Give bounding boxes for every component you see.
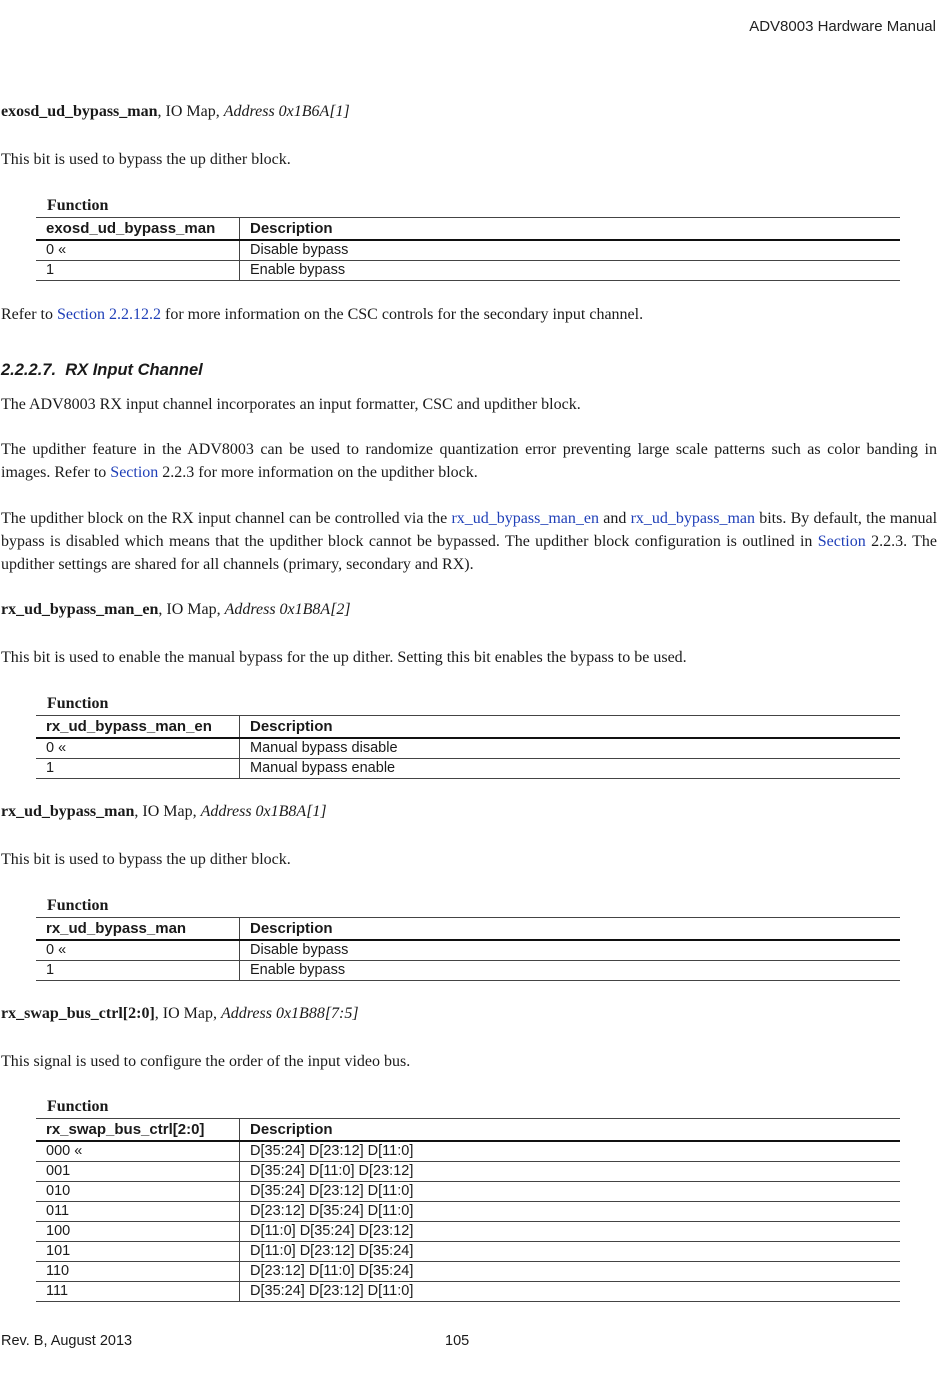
section-link[interactable]: Section <box>817 533 866 550</box>
table-row <box>36 1202 900 1222</box>
value-cell: 110 <box>36 1262 240 1282</box>
column-header-register: rx_swap_bus_ctrl[2:0] <box>36 1119 240 1142</box>
value-cell: 1 <box>36 961 240 981</box>
description-cell: Enable bypass <box>240 261 901 281</box>
table-row <box>36 738 900 759</box>
paragraph-swap: This signal is used to configure the order of the input video bus. <box>1 1053 411 1070</box>
value-cell: 1 <box>36 261 240 281</box>
column-header-description: Description <box>240 218 901 241</box>
section-title: RX Input Channel <box>65 361 203 379</box>
table-row <box>36 240 900 261</box>
description-cell: Manual bypass enable <box>240 759 901 779</box>
register-name: exosd_ud_bypass_man <box>1 103 158 120</box>
function-table-rx-en <box>36 694 900 779</box>
value-cell: 000 « <box>36 1141 240 1162</box>
register-address: Address 0x1B6A[1] <box>223 103 350 120</box>
description-cell: D[35:24] D[23:12] D[11:0] <box>240 1141 901 1162</box>
table-row <box>36 1242 900 1262</box>
description-cell: D[35:24] D[23:12] D[11:0] <box>240 1182 901 1202</box>
column-header-description: Description <box>240 1119 901 1142</box>
paragraph-refer <box>1 303 937 326</box>
value-cell: 101 <box>36 1242 240 1262</box>
section-number: 2.2.2.7. <box>1 361 57 379</box>
paragraph-text: The updither feature in the ADV8003 can be used to randomize quantization error preventing large scale patterns such as color banding in images. Refer to <box>1 441 937 481</box>
section-link[interactable]: Section 2.2.12.2 <box>56 306 161 323</box>
table-row <box>36 261 900 281</box>
register-map: , IO Map, <box>157 103 224 120</box>
register-heading-rx-man <box>1 803 937 821</box>
value-cell: 001 <box>36 1162 240 1182</box>
function-label: Function <box>47 1098 109 1115</box>
column-header-register: rx_ud_bypass_man <box>36 918 240 941</box>
paragraph-updither <box>1 438 937 484</box>
description-cell: D[23:12] D[11:0] D[35:24] <box>240 1262 901 1282</box>
paragraph-text: The updither block on the RX input channel can be controlled via the <box>1 510 452 527</box>
column-header-register: exosd_ud_bypass_man <box>36 218 240 241</box>
register-heading-swap <box>1 1005 937 1023</box>
description-cell: Enable bypass <box>240 961 901 981</box>
table-row <box>36 961 900 981</box>
table-row <box>36 1141 900 1162</box>
description-cell: D[11:0] D[23:12] D[35:24] <box>240 1242 901 1262</box>
register-map: , IO Map, <box>134 803 201 820</box>
register-map: , IO Map, <box>154 1005 221 1022</box>
paragraph-control <box>1 507 937 576</box>
value-cell: 0 « <box>36 240 240 261</box>
page-number: 105 <box>445 1333 470 1349</box>
register-heading-rx-en <box>1 601 937 619</box>
section-link[interactable]: Section <box>110 464 159 481</box>
register-address: Address 0x1B8A[2] <box>224 601 351 618</box>
function-label: Function <box>47 897 109 914</box>
function-label: Function <box>47 197 109 214</box>
table-row <box>36 1162 900 1182</box>
refer-text: for more information on the CSC controls for the secondary input channel. <box>160 306 644 323</box>
value-cell: 011 <box>36 1202 240 1222</box>
page-header: ADV8003 Hardware Manual <box>749 18 936 35</box>
description-cell: D[11:0] D[35:24] D[23:12] <box>240 1222 901 1242</box>
description-cell: Disable bypass <box>240 240 901 261</box>
paragraph-text: and <box>598 510 631 527</box>
value-cell: 111 <box>36 1282 240 1302</box>
function-label: Function <box>47 695 109 712</box>
register-heading-exosd <box>1 103 937 121</box>
table-row <box>36 1222 900 1242</box>
paragraph-rx-man: This bit is used to bypass the up dither block. <box>1 851 291 868</box>
section-heading <box>1 361 937 380</box>
register-name: rx_ud_bypass_man <box>1 803 135 820</box>
function-table-swap <box>36 1097 900 1302</box>
description-cell: Disable bypass <box>240 940 901 961</box>
register-name: rx_ud_bypass_man_en <box>1 601 159 618</box>
function-table-rx-man <box>36 896 900 981</box>
table-row <box>36 1182 900 1202</box>
value-cell: 010 <box>36 1182 240 1202</box>
column-header-register: rx_ud_bypass_man_en <box>36 716 240 739</box>
description-cell: D[23:12] D[35:24] D[11:0] <box>240 1202 901 1222</box>
value-cell: 0 « <box>36 738 240 759</box>
paragraph-intro: The ADV8003 RX input channel incorporates an input formatter, CSC and updither block. <box>1 396 581 413</box>
function-table-exosd <box>36 196 900 281</box>
register-map: , IO Map, <box>158 601 225 618</box>
register-name: rx_swap_bus_ctrl[2:0] <box>1 1005 155 1022</box>
paragraph-rx-en: This bit is used to enable the manual bypass for the up dither. Setting this bit enables the bypass to be used. <box>1 649 687 666</box>
refer-text: Refer to <box>1 306 57 323</box>
rx-ud-bypass-man-en-link[interactable]: rx_ud_bypass_man_en <box>451 510 599 527</box>
description-cell: Manual bypass disable <box>240 738 901 759</box>
table-row <box>36 1282 900 1302</box>
value-cell: 100 <box>36 1222 240 1242</box>
footer-revision: Rev. B, August 2013 <box>1 1333 133 1349</box>
rx-ud-bypass-man-link[interactable]: rx_ud_bypass_man <box>630 510 755 527</box>
table-row <box>36 1262 900 1282</box>
paragraph-text: bits. By default, the manual bypass is disabled which means that the updither block cannot be bypassed. The updither block configuration is outlined in <box>1 510 938 550</box>
paragraph-text: 2.2.3. The updither settings are shared for all channels (primary, secondary and RX). <box>1 533 937 573</box>
value-cell: 0 « <box>36 940 240 961</box>
table-row <box>36 940 900 961</box>
paragraph-exosd: This bit is used to bypass the up dither block. <box>1 151 291 168</box>
description-cell: D[35:24] D[11:0] D[23:12] <box>240 1162 901 1182</box>
register-address: Address 0x1B8A[1] <box>200 803 327 820</box>
value-cell: 1 <box>36 759 240 779</box>
table-row <box>36 759 900 779</box>
column-header-description: Description <box>240 918 901 941</box>
description-cell: D[35:24] D[23:12] D[11:0] <box>240 1282 901 1302</box>
paragraph-text: 2.2.3 for more information on the updither block. <box>158 464 478 481</box>
register-address: Address 0x1B88[7:5] <box>220 1005 359 1022</box>
column-header-description: Description <box>240 716 901 739</box>
